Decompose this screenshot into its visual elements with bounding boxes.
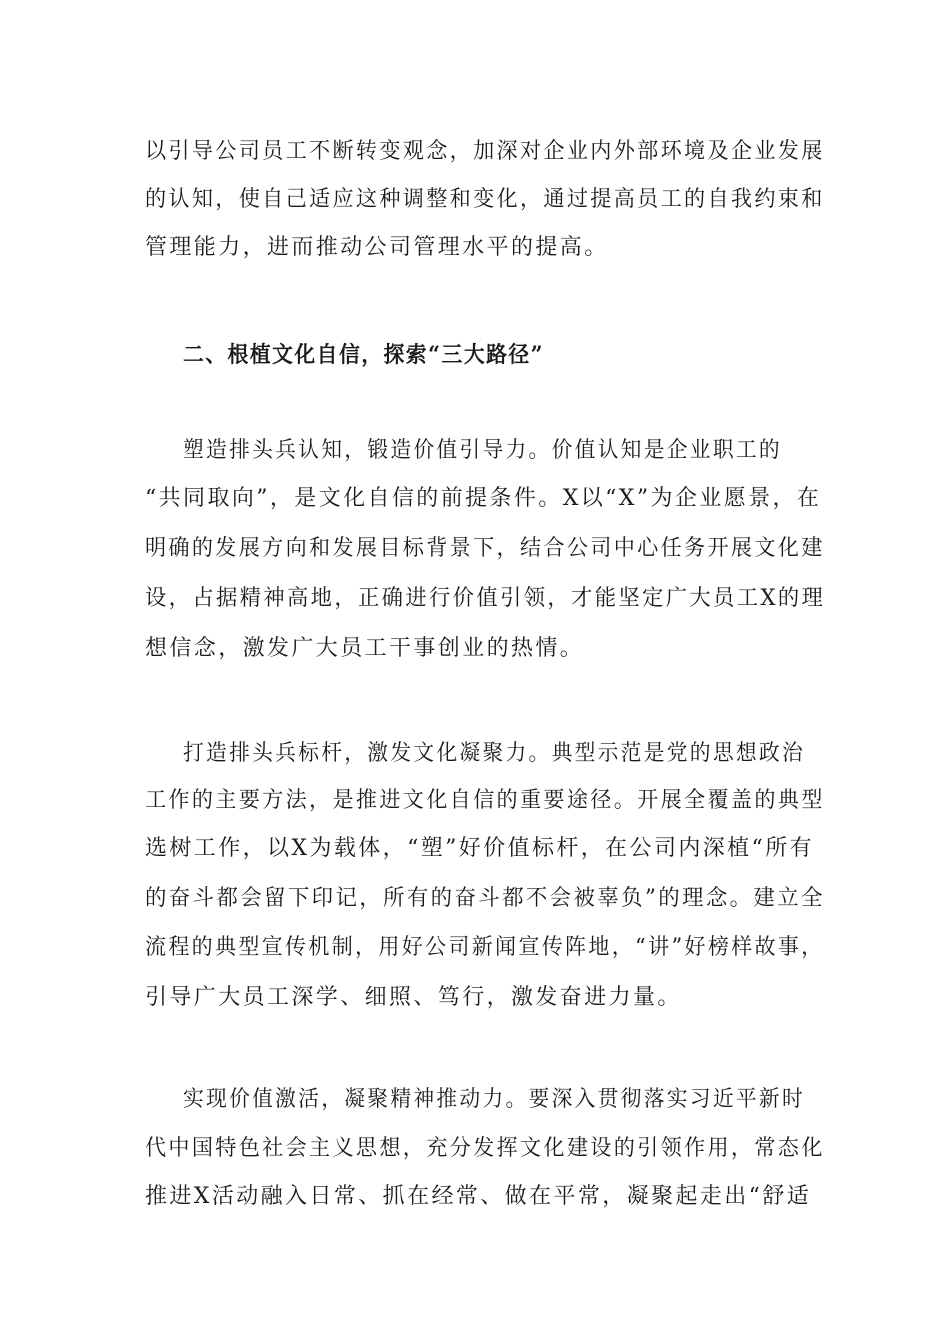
paragraph-2-line-1: 塑造排头兵认知，锻造价值引导力。价值认知是企业职工的 bbox=[183, 438, 782, 463]
paragraph-1-line-1: 以引导公司员工不断转变观念，加深对企业内外部环境及企业发展 bbox=[145, 139, 825, 164]
paragraph-1-line-2: 的认知，使自己适应这种调整和变化，通过提高员工的自我约束和 bbox=[145, 187, 825, 212]
section-heading: 二、根植文化自信，探索“三大路径” bbox=[183, 342, 545, 368]
paragraph-1-line-3: 管理能力，进而推动公司管理水平的提高。 bbox=[145, 235, 609, 260]
paragraph-3-line-4: 的奋斗都会留下印记，所有的奋斗都不会被辜负”的理念。建立全 bbox=[145, 886, 825, 911]
paragraph-4-line-1: 实现价值激活，凝聚精神推动力。要深入贯彻落实习近平新时 bbox=[183, 1087, 805, 1112]
paragraph-2-line-2: “共同取向”，是文化自信的前提条件。X以“X”为企业愿景，在 bbox=[145, 486, 822, 511]
paragraph-3-line-1: 打造排头兵标杆，激发文化凝聚力。典型示范是党的思想政治 bbox=[183, 741, 805, 766]
paragraph-3-line-6: 引导广大员工深学、细照、笃行，激发奋进力量。 bbox=[145, 985, 682, 1010]
paragraph-4-line-2: 代中国特色社会主义思想，充分发挥文化建设的引领作用，常态化 bbox=[145, 1136, 825, 1161]
paragraph-2-line-5: 想信念，激发广大员工干事创业的热情。 bbox=[145, 636, 585, 661]
paragraph-2-line-4: 设，占据精神高地，正确进行价值引领，才能坚定广大员工X的理 bbox=[145, 586, 826, 611]
paragraph-4-line-3: 推进X活动融入日常、抓在经常、做在平常，凝聚起走出“舒适 bbox=[145, 1184, 812, 1209]
paragraph-3-line-3: 选树工作，以X为载体，“塑”好价值标杆，在公司内深植“所有 bbox=[145, 836, 815, 861]
paragraph-2-line-3: 明确的发展方向和发展目标背景下，结合公司中心任务开展文化建 bbox=[145, 536, 825, 561]
paragraph-3-line-2: 工作的主要方法，是推进文化自信的重要途径。开展全覆盖的典型 bbox=[145, 788, 825, 813]
paragraph-3-line-5: 流程的典型宣传机制，用好公司新闻宣传阵地，“讲”好榜样故事， bbox=[145, 935, 825, 960]
